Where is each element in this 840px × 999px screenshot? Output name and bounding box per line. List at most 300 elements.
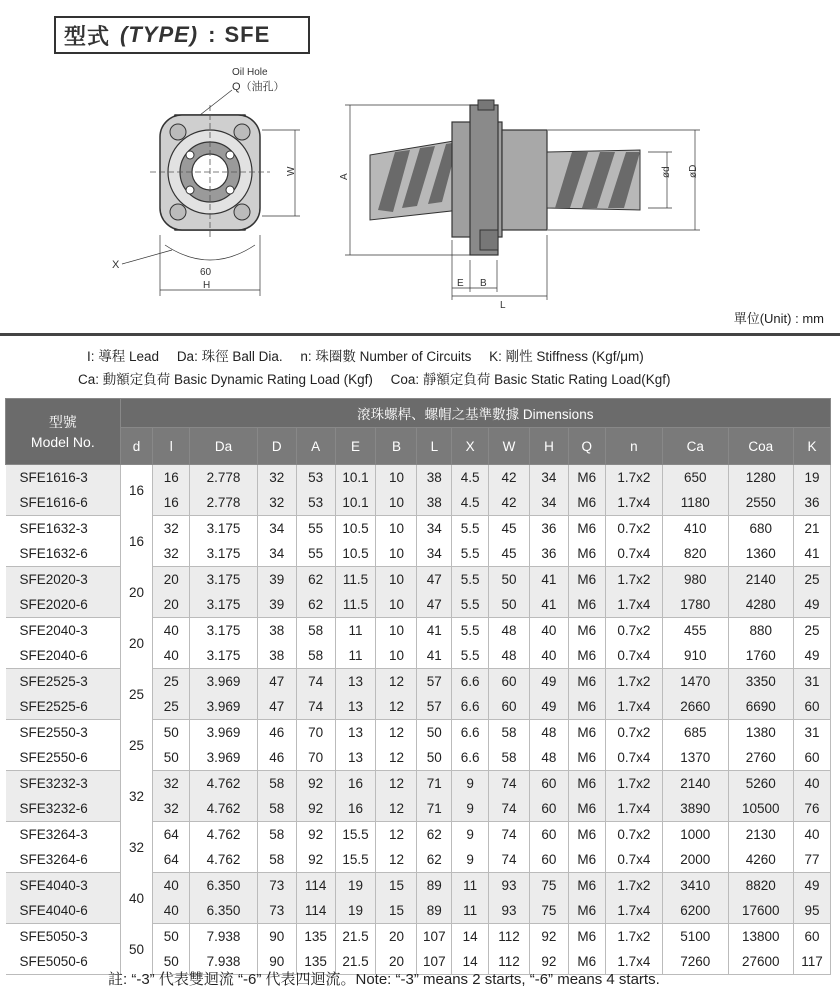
table-cell: 0.7x2: [605, 822, 662, 848]
table-cell: M6: [568, 541, 605, 567]
table-cell: M6: [568, 618, 605, 644]
table-cell: 42: [489, 465, 530, 491]
table-cell: 1280: [728, 465, 794, 491]
type-title: [54, 16, 310, 54]
table-cell: 14: [452, 924, 489, 950]
column-header: H: [530, 428, 569, 465]
legend-line-2: [0, 368, 840, 388]
l-label: L: [500, 300, 506, 311]
table-cell: 92: [530, 949, 569, 975]
table-cell: 45: [489, 516, 530, 542]
table-cell: 93: [489, 898, 530, 924]
table-cell: 27600: [728, 949, 794, 975]
divider: [0, 333, 840, 336]
table-cell: 910: [663, 643, 729, 669]
d-small-label: ød: [661, 166, 672, 178]
table-cell: 1.7x4: [605, 592, 662, 618]
table-cell: 3.969: [190, 745, 258, 771]
d-cell: 40: [120, 873, 153, 924]
table-cell: 20: [153, 567, 190, 593]
table-cell: 2130: [728, 822, 794, 848]
table-cell: 3350: [728, 669, 794, 695]
table-cell: 50: [417, 720, 452, 746]
d-cell: 25: [120, 720, 153, 771]
d-cell: 25: [120, 669, 153, 720]
table-cell: 6.6: [452, 720, 489, 746]
column-header: W: [489, 428, 530, 465]
table-cell: 3410: [663, 873, 729, 899]
table-cell: 11.5: [335, 592, 376, 618]
table-cell: 53: [296, 465, 335, 491]
table-cell: 5.5: [452, 643, 489, 669]
table-cell: 48: [530, 720, 569, 746]
table-cell: 31: [794, 720, 831, 746]
table-cell: M6: [568, 924, 605, 950]
table-cell: 10.1: [335, 465, 376, 491]
column-header: E: [335, 428, 376, 465]
table-cell: 57: [417, 694, 452, 720]
table-cell: 60: [794, 924, 831, 950]
table-cell: 1.7x2: [605, 465, 662, 491]
table-cell: 6.6: [452, 745, 489, 771]
table-cell: 5.5: [452, 516, 489, 542]
table-cell: 880: [728, 618, 794, 644]
table-cell: 74: [296, 669, 335, 695]
table-cell: 73: [257, 873, 296, 899]
table-cell: 10: [376, 592, 417, 618]
column-header: B: [376, 428, 417, 465]
column-header: Ca: [663, 428, 729, 465]
table-cell: 15.5: [335, 822, 376, 848]
table-cell: 0.7x4: [605, 847, 662, 873]
table-cell: 58: [257, 796, 296, 822]
model-cell: SFE3264-3: [6, 822, 121, 848]
table-cell: 3.175: [190, 592, 258, 618]
table-cell: 25: [794, 567, 831, 593]
table-cell: 9: [452, 796, 489, 822]
model-header: [6, 399, 121, 465]
table-row: [6, 618, 831, 644]
table-cell: 1.7x2: [605, 567, 662, 593]
table-cell: 2.778: [190, 465, 258, 491]
table-cell: 34: [530, 465, 569, 491]
dim-60-label: 60: [200, 267, 212, 278]
table-row: [6, 516, 831, 542]
table-cell: 7.938: [190, 924, 258, 950]
table-cell: 60: [530, 847, 569, 873]
d-cell: 20: [120, 567, 153, 618]
table-cell: 49: [794, 643, 831, 669]
d-cell: 16: [120, 465, 153, 516]
table-cell: 60: [530, 771, 569, 797]
table-cell: 49: [530, 694, 569, 720]
x-label: X: [112, 259, 120, 271]
table-cell: 21.5: [335, 924, 376, 950]
table-cell: 16: [153, 465, 190, 491]
table-cell: 58: [257, 822, 296, 848]
table-cell: 3.175: [190, 643, 258, 669]
d-large-label: øD: [688, 164, 699, 178]
table-cell: 20: [376, 924, 417, 950]
table-cell: 1760: [728, 643, 794, 669]
table-cell: 10: [376, 490, 417, 516]
table-cell: 9: [452, 822, 489, 848]
w-label: W: [286, 166, 297, 176]
table-cell: 41: [794, 541, 831, 567]
table-cell: 47: [257, 694, 296, 720]
table-cell: 1.7x2: [605, 924, 662, 950]
table-cell: 40: [153, 643, 190, 669]
table-cell: 107: [417, 949, 452, 975]
table-cell: 4.762: [190, 771, 258, 797]
legend-line-1: [0, 345, 840, 365]
table-cell: 5.5: [452, 592, 489, 618]
table-cell: 5100: [663, 924, 729, 950]
table-cell: 89: [417, 898, 452, 924]
table-cell: 58: [296, 643, 335, 669]
table-cell: 45: [489, 541, 530, 567]
table-cell: 32: [257, 490, 296, 516]
table-cell: 92: [296, 796, 335, 822]
model-header-en: Model No.: [30, 433, 95, 450]
column-header: n: [605, 428, 662, 465]
table-cell: 3890: [663, 796, 729, 822]
table-cell: 1.7x4: [605, 694, 662, 720]
column-header: D: [257, 428, 296, 465]
table-cell: 2000: [663, 847, 729, 873]
table-cell: 3.175: [190, 618, 258, 644]
column-header: Coa: [728, 428, 794, 465]
table-cell: 12: [376, 796, 417, 822]
table-cell: 10: [376, 618, 417, 644]
table-cell: 10: [376, 541, 417, 567]
table-cell: 12: [376, 771, 417, 797]
table-cell: 38: [257, 643, 296, 669]
d-cell: 20: [120, 618, 153, 669]
table-cell: 58: [296, 618, 335, 644]
table-cell: 10500: [728, 796, 794, 822]
table-cell: 12: [376, 847, 417, 873]
table-cell: 6.6: [452, 694, 489, 720]
table-cell: 55: [296, 541, 335, 567]
column-header: L: [417, 428, 452, 465]
table-cell: 455: [663, 618, 729, 644]
table-cell: 95: [794, 898, 831, 924]
table-cell: M6: [568, 898, 605, 924]
table-cell: 58: [257, 771, 296, 797]
table-cell: 135: [296, 949, 335, 975]
table-cell: 40: [530, 643, 569, 669]
table-cell: 92: [296, 771, 335, 797]
d-cell: 32: [120, 771, 153, 822]
table-cell: 62: [296, 567, 335, 593]
title-type: (TYPE): [120, 22, 199, 47]
table-cell: 3.175: [190, 516, 258, 542]
table-cell: 39: [257, 592, 296, 618]
table-cell: 34: [257, 541, 296, 567]
table-cell: M6: [568, 490, 605, 516]
table-cell: 14: [452, 949, 489, 975]
table-cell: 74: [489, 822, 530, 848]
table-cell: M6: [568, 669, 605, 695]
table-cell: 55: [296, 516, 335, 542]
model-cell: SFE5050-6: [6, 949, 121, 975]
table-cell: 12: [376, 669, 417, 695]
dimensions-header: 滾珠螺桿、螺帽之基準數據 Dimensions: [120, 399, 830, 428]
table-cell: 11: [452, 873, 489, 899]
table-cell: 20: [376, 949, 417, 975]
table-cell: 5.5: [452, 567, 489, 593]
table-cell: 5.5: [452, 618, 489, 644]
table-cell: 112: [489, 949, 530, 975]
table-row: [6, 873, 831, 899]
table-cell: 15: [376, 873, 417, 899]
table-cell: 36: [794, 490, 831, 516]
table-cell: 25: [153, 694, 190, 720]
table-row: [6, 567, 831, 593]
table-cell: 1.7x2: [605, 771, 662, 797]
table-cell: 0.7x4: [605, 745, 662, 771]
table-cell: 4.762: [190, 847, 258, 873]
table-cell: 16: [153, 490, 190, 516]
table-cell: 680: [728, 516, 794, 542]
model-cell: SFE2525-3: [6, 669, 121, 695]
table-cell: 32: [153, 796, 190, 822]
h-label: H: [203, 280, 211, 291]
table-cell: 74: [296, 694, 335, 720]
table-cell: M6: [568, 822, 605, 848]
table-cell: 4.5: [452, 465, 489, 491]
table-cell: 64: [153, 822, 190, 848]
table-row: [6, 771, 831, 797]
footnote: 註: “-3” 代表雙迴流 “-6” 代表四迴流。Note: “-3” means 2 starts, “-6” means 4 starts.: [108, 971, 660, 988]
table-cell: M6: [568, 720, 605, 746]
table-cell: 6690: [728, 694, 794, 720]
model-cell: SFE4040-6: [6, 898, 121, 924]
table-cell: 1780: [663, 592, 729, 618]
table-cell: 71: [417, 796, 452, 822]
table-cell: 2140: [663, 771, 729, 797]
table-cell: 21.5: [335, 949, 376, 975]
table-cell: 50: [153, 720, 190, 746]
table-cell: 13: [335, 694, 376, 720]
table-row: [6, 465, 831, 491]
table-cell: 16: [335, 796, 376, 822]
model-cell: SFE2040-6: [6, 643, 121, 669]
table-cell: M6: [568, 847, 605, 873]
table-cell: 50: [489, 567, 530, 593]
table-cell: 73: [257, 898, 296, 924]
d-cell: 50: [120, 924, 153, 975]
table-cell: M6: [568, 771, 605, 797]
table-cell: 47: [417, 592, 452, 618]
legend-ball-dia: Da: 珠徑 Ball Dia.: [176, 349, 283, 364]
table-cell: 90: [257, 924, 296, 950]
table-cell: 117: [794, 949, 831, 975]
table-cell: 40: [794, 771, 831, 797]
table-cell: 74: [489, 847, 530, 873]
column-header: K: [794, 428, 831, 465]
table-cell: 4.762: [190, 796, 258, 822]
table-cell: 0.7x4: [605, 541, 662, 567]
table-cell: 16: [335, 771, 376, 797]
table-cell: 62: [417, 822, 452, 848]
table-cell: 6200: [663, 898, 729, 924]
table-cell: 1000: [663, 822, 729, 848]
table-cell: 41: [417, 643, 452, 669]
table-cell: 48: [530, 745, 569, 771]
table-cell: 114: [296, 873, 335, 899]
table-cell: 2550: [728, 490, 794, 516]
table-cell: 2.778: [190, 490, 258, 516]
table-cell: 75: [530, 898, 569, 924]
table-cell: 38: [417, 465, 452, 491]
table-cell: 75: [530, 873, 569, 899]
table-cell: 9: [452, 771, 489, 797]
column-header: A: [296, 428, 335, 465]
title-code: SFE: [224, 22, 271, 47]
table-cell: 7260: [663, 949, 729, 975]
table-cell: 32: [153, 771, 190, 797]
table-cell: 1360: [728, 541, 794, 567]
table-cell: 46: [257, 745, 296, 771]
b-label: B: [480, 278, 487, 289]
legend-lead: I: 導程 Lead: [87, 349, 160, 364]
table-cell: 19: [794, 465, 831, 491]
nut-side-view: [339, 100, 700, 311]
table-cell: 12: [376, 694, 417, 720]
table-cell: 5.5: [452, 541, 489, 567]
model-cell: SFE4040-3: [6, 873, 121, 899]
model-cell: SFE3232-3: [6, 771, 121, 797]
table-cell: 1.7x4: [605, 796, 662, 822]
table-cell: 60: [530, 796, 569, 822]
table-cell: 49: [794, 873, 831, 899]
table-cell: 1.7x4: [605, 949, 662, 975]
table-cell: 19: [335, 898, 376, 924]
table-cell: 34: [530, 490, 569, 516]
table-cell: 31: [794, 669, 831, 695]
table-cell: 92: [530, 924, 569, 950]
table-cell: 41: [530, 592, 569, 618]
table-cell: 32: [153, 541, 190, 567]
table-cell: 34: [417, 541, 452, 567]
table-cell: 50: [153, 924, 190, 950]
table-cell: 6.6: [452, 669, 489, 695]
table-cell: 11: [335, 618, 376, 644]
table-cell: 8820: [728, 873, 794, 899]
legend-circuits: n: 珠圈數 Number of Circuits: [300, 349, 472, 364]
table-cell: 114: [296, 898, 335, 924]
table-cell: 40: [153, 618, 190, 644]
model-cell: SFE2550-6: [6, 745, 121, 771]
table-cell: 92: [296, 822, 335, 848]
table-cell: 5260: [728, 771, 794, 797]
table-cell: 12: [376, 745, 417, 771]
table-cell: 20: [153, 592, 190, 618]
table-cell: 1470: [663, 669, 729, 695]
table-cell: 46: [257, 720, 296, 746]
spec-table: [5, 398, 831, 975]
table-cell: M6: [568, 873, 605, 899]
table-cell: 50: [417, 745, 452, 771]
table-cell: 15: [376, 898, 417, 924]
table-cell: 650: [663, 465, 729, 491]
table-cell: 40: [794, 822, 831, 848]
table-cell: 6.350: [190, 898, 258, 924]
table-cell: 74: [489, 771, 530, 797]
model-header-zh: 型號: [48, 413, 77, 430]
table-cell: 10: [376, 516, 417, 542]
table-cell: 39: [257, 567, 296, 593]
table-cell: 60: [489, 669, 530, 695]
model-cell: SFE2020-6: [6, 592, 121, 618]
table-cell: 40: [153, 873, 190, 899]
table-cell: 4.5: [452, 490, 489, 516]
table-cell: 112: [489, 924, 530, 950]
table-cell: 135: [296, 924, 335, 950]
e-label: E: [457, 278, 464, 289]
table-cell: 50: [489, 592, 530, 618]
model-cell: SFE1616-6: [6, 490, 121, 516]
table-cell: M6: [568, 465, 605, 491]
table-cell: 93: [489, 873, 530, 899]
table-cell: 13: [335, 669, 376, 695]
table-cell: 34: [257, 516, 296, 542]
table-cell: 10: [376, 643, 417, 669]
table-cell: 62: [296, 592, 335, 618]
column-header: d: [120, 428, 153, 465]
legend-static-load: Coa: 靜額定負荷 Basic Static Rating Load(Kgf): [390, 372, 671, 387]
table-cell: 410: [663, 516, 729, 542]
table-cell: 12: [376, 720, 417, 746]
table-cell: 48: [489, 618, 530, 644]
table-cell: 11.5: [335, 567, 376, 593]
table-cell: 71: [417, 771, 452, 797]
table-cell: 17600: [728, 898, 794, 924]
model-cell: SFE2525-6: [6, 694, 121, 720]
table-cell: M6: [568, 745, 605, 771]
table-cell: 77: [794, 847, 831, 873]
table-cell: 1370: [663, 745, 729, 771]
table-cell: 107: [417, 924, 452, 950]
table-cell: 0.7x4: [605, 643, 662, 669]
table-row: [6, 924, 831, 950]
model-cell: SFE1632-6: [6, 541, 121, 567]
title-prefix: 型式: [64, 23, 111, 49]
table-cell: M6: [568, 949, 605, 975]
table-cell: 38: [257, 618, 296, 644]
table-cell: 21: [794, 516, 831, 542]
unit-label: 單位(Unit) : mm: [733, 311, 824, 326]
table-cell: 60: [530, 822, 569, 848]
model-cell: SFE2550-3: [6, 720, 121, 746]
model-cell: SFE2020-3: [6, 567, 121, 593]
table-cell: 36: [530, 516, 569, 542]
table-cell: 13800: [728, 924, 794, 950]
table-cell: 6.350: [190, 873, 258, 899]
flange-front-view: [112, 67, 300, 296]
table-cell: 41: [530, 567, 569, 593]
table-cell: 32: [153, 516, 190, 542]
table-cell: 38: [417, 490, 452, 516]
table-cell: 10.5: [335, 516, 376, 542]
table-cell: 1.7x4: [605, 898, 662, 924]
table-cell: 34: [417, 516, 452, 542]
legend-stiffness: K: 剛性 Stiffness (Kgf/μm): [489, 349, 644, 364]
table-cell: 57: [417, 669, 452, 695]
table-cell: 3.175: [190, 541, 258, 567]
